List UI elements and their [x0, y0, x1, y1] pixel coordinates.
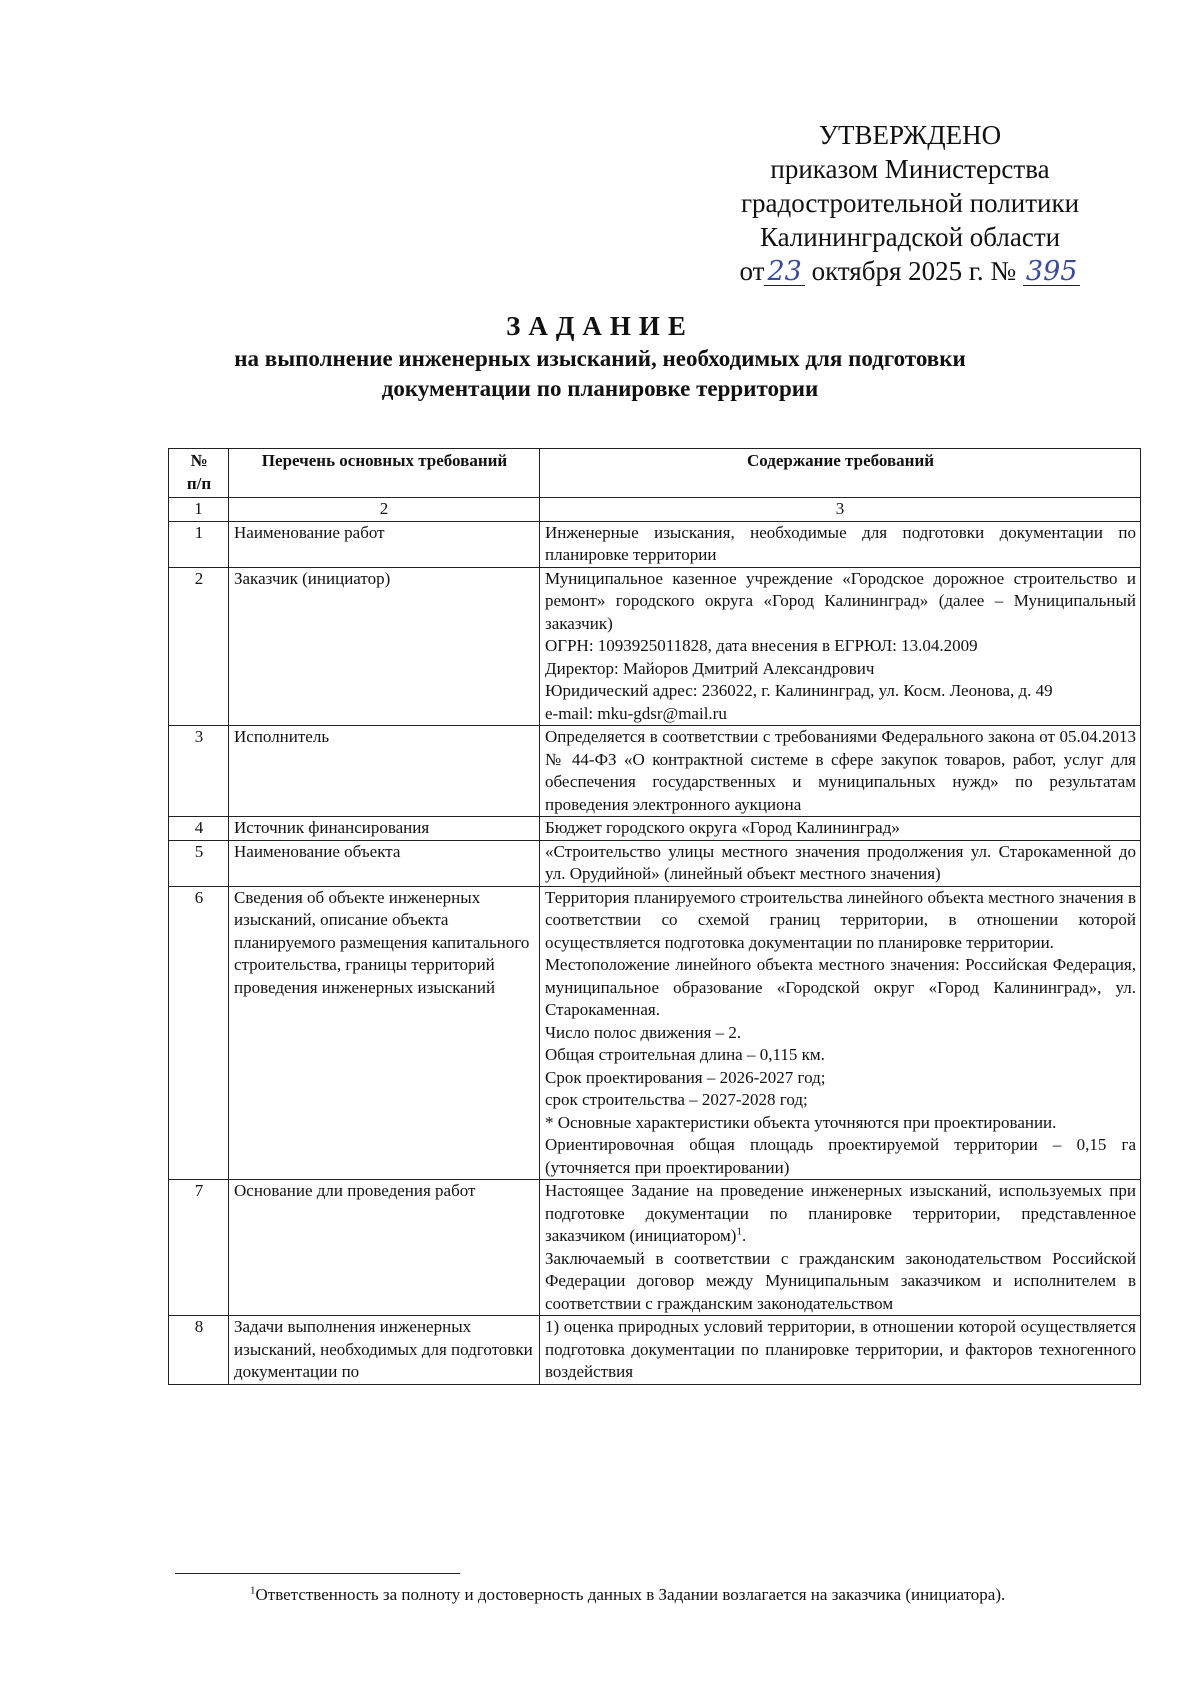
- row-requirement: Источник финансирования: [229, 817, 540, 841]
- table-row: [169, 840, 1141, 886]
- row-requirement: Сведения об объекте инженерных изысканий, описание объекта планируемого размещения капитального строительства, границы территорий проведения инженерных изысканий: [229, 886, 540, 1180]
- row-number: 7: [169, 1180, 229, 1316]
- row-requirement: Наименование объекта: [229, 840, 540, 886]
- row-content: Определяется в соответствии с требованиями Федерального закона от 05.04.2013 № 44-ФЗ «О контрактной системе в сфере закупок товаров, работ, услуг для обеспечения государственных и муниципальных нужд» по результатам проведения электронного аукциона: [540, 726, 1141, 817]
- footnote: [250, 1584, 1150, 1606]
- title-heading: ЗАДАНИЕ: [506, 311, 694, 341]
- row-requirement: Исполнитель: [229, 726, 540, 817]
- row-requirement: Задачи выполнения инженерных изысканий, необходимых для подготовки документации по: [229, 1316, 540, 1385]
- footnote-text: Ответственность за полноту и достоверность данных в Задании возлагается на заказчика (инициатора).: [255, 1585, 1006, 1604]
- handwritten-order-number: 395: [1023, 259, 1081, 286]
- title-subtitle-line1: на выполнение инженерных изысканий, необходимых для подготовки: [234, 346, 966, 371]
- table-row: [169, 567, 1141, 726]
- row-number: 2: [169, 567, 229, 726]
- row-content: Настоящее Задание на проведение инженерных изысканий, используемых при подготовке документации по планировке территории, представленное заказчиком (инициатором)$^1$. Заключаемый в соответствии с гражданским законодательством Российской Федерации договор между Муниципальным заказчиком и исполнителем в соответствии с гражданским законодательством: [540, 1180, 1141, 1316]
- row-content: Муниципальное казенное учреждение «Городское дорожное строительство и ремонт» городского округа «Город Калининград» (далее – Муниципальный заказчик) ОГРН: 1093925011828, дата внесения в ЕГРЮЛ: 13.04.2009 Директор: Майоров Дмитрий Александрович Юридический адрес: 236022, г. Калининград, ул. Косм. Леонова, д. 49 e-mail: mku-gdsr@mail.ru: [540, 567, 1141, 726]
- row-content: 1) оценка природных условий территории, в отношении которой осуществляется подготовка документации по планировке территории, и факторов техногенного воздействия: [540, 1316, 1141, 1385]
- row-number: 8: [169, 1316, 229, 1385]
- row-content: Инженерные изыскания, необходимые для подготовки документации по планировке территории: [540, 521, 1141, 567]
- date-prefix: от: [739, 256, 765, 286]
- row-number: 5: [169, 840, 229, 886]
- approval-date-line: [700, 254, 1120, 288]
- column-index: 2: [229, 498, 540, 522]
- email-text: e-mail: mku-gdsr@mail.ru: [545, 703, 727, 723]
- header-requirement: Перечень основных требований: [229, 449, 540, 498]
- table-row: [169, 1316, 1141, 1385]
- table-row: [169, 521, 1141, 567]
- table-row: [169, 1180, 1141, 1316]
- title-subtitle-line2: документации по планировке территории: [381, 376, 819, 401]
- row-content: Бюджет городского округа «Город Калининград»: [540, 817, 1141, 841]
- table-header-row: [169, 449, 1141, 498]
- table-row: [169, 817, 1141, 841]
- column-index: 1: [169, 498, 229, 522]
- column-index-row: [169, 498, 1141, 522]
- column-index: 3: [540, 498, 1141, 522]
- footnote-divider: [175, 1573, 460, 1574]
- header-number: № п/п: [169, 449, 229, 498]
- table-row: [169, 886, 1141, 1180]
- row-number: 4: [169, 817, 229, 841]
- row-requirement: Наименование работ: [229, 521, 540, 567]
- document-title: [120, 308, 1080, 404]
- handwritten-day: 23: [764, 259, 804, 286]
- row-requirement: Заказчик (инициатор): [229, 567, 540, 726]
- approval-block: [700, 118, 1120, 288]
- row-content: «Строительство улицы местного значения продолжения ул. Старокаменной до ул. Орудийной» (линейный объект местного значения): [540, 840, 1141, 886]
- requirements-table: [168, 448, 1141, 1385]
- approval-ministry-line: градостроительной политики: [740, 188, 1080, 218]
- row-number: 1: [169, 521, 229, 567]
- table-row: [169, 726, 1141, 817]
- row-content: Территория планируемого строительства линейного объекта местного значения в соответствии со схемой границ территории, в отношении которой осуществляется подготовка документации по планировке территории. Местоположение линейного объекта местного значения: Российская Федерация, муниципальное образование «Городской округ «Город Калининград», ул. Старокаменная. Число полос движения – 2. Общая строительная длина – 0,115 км. Срок проектирования – 2026-2027 год; срок строительства – 2027-2028 год; * Основные характеристики объекта уточняются при проектировании. Ориентировочная общая площадь проектируемой территории – 0,15 га (уточняется при проектировании): [540, 886, 1141, 1180]
- date-month-year: октября 2025 г. №: [811, 256, 1017, 286]
- row-requirement: Основание дли проведения работ: [229, 1180, 540, 1316]
- footnote-mark: 1: [250, 1584, 256, 1597]
- row-number: 3: [169, 726, 229, 817]
- header-content: Содержание требований: [540, 449, 1141, 498]
- approval-heading: УТВЕРЖДЕНО: [818, 120, 1002, 150]
- approval-region-line: Калининградской области: [759, 222, 1061, 252]
- footnote-reference: 1: [736, 1225, 742, 1238]
- approval-order-line: приказом Министерства: [770, 154, 1050, 184]
- row-number: 6: [169, 886, 229, 1180]
